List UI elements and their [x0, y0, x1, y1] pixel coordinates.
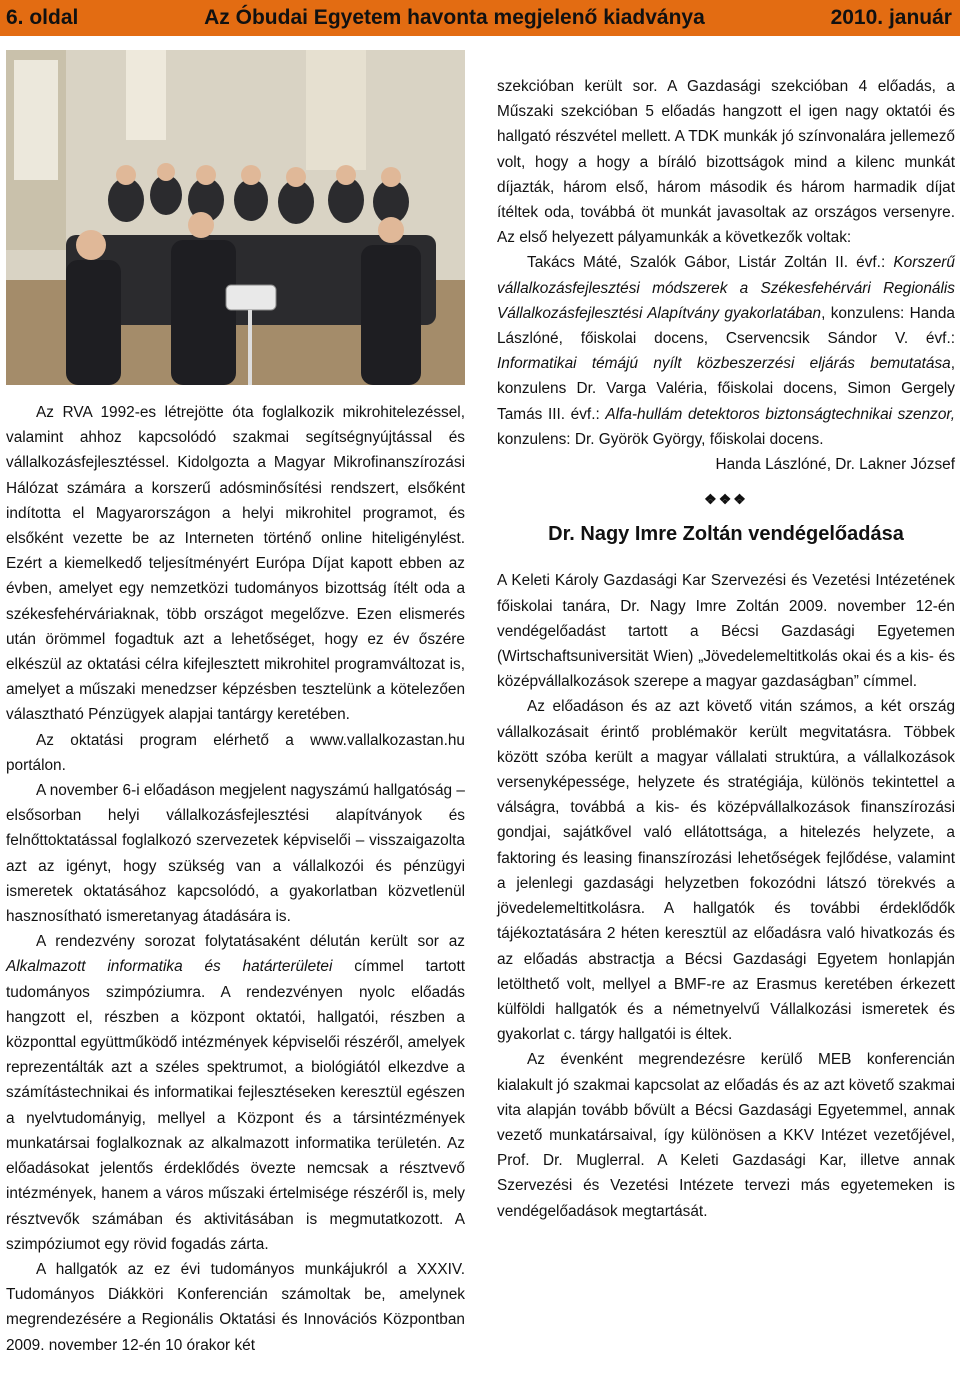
lecture-audience-photo — [6, 50, 465, 385]
paragraph: szekcióban került sor. A Gazdasági szekcióban 4 előadás, a Műszaki szekcióban 5 előadás hangzott el igen nagy oktatói és hallgató részvétel mellett. A TDK munkák jó színvonalára jellemező volt, hogy a hogy a bíráló bizottságok mind a kilenc munkát díjazták, három első, három második és három harmadik díjat ítéltek oda, továbbá öt munkát javasoltak az országos versenyre. Az első helyezett pályamunkák a következők voltak: — [497, 78, 955, 247]
section-separator: ❖❖❖ — [704, 491, 748, 508]
paragraph: A Keleti Károly Gazdasági Kar Szervezési és Vezetési Intézetének főiskolai tanára, Dr. Nagy Imre Zoltán 2009. november 12-én vendégelőadást tartott a Bécsi Gazdasági Egyetemen (Wirtschaftsuniversität Wien) „Jövedelemeltitkolás okai és a kis- és középvállalkozások szerepe a magyar gazdaságban” címmel. — [497, 572, 955, 691]
paragraph: A hallgatók az ez évi tudományos munkájukról a XXXIV. Tudományos Diákköri Konferencián számoltak be, amelynek megrendezésére a Regionális Oktatási és Innovációs Központban 2009. november 12-én 10 órakor két — [6, 1260, 465, 1354]
publication-title: Az Óbudai Egyetem havonta megjelenő kiadványa — [204, 6, 705, 29]
right-column — [497, 74, 955, 1224]
page-number: 6. oldal — [6, 6, 79, 29]
author-signature: Handa Lászlóné, Dr. Lakner József — [715, 456, 955, 474]
issue-date: 2010. január — [830, 6, 952, 29]
paragraph: Az évenként megrendezésre kerülő MEB konferencián kialakult jó szakmai kapcsolat az előadás és az azt követő szakmai vita alapján tovább bővült a Bécsi Gazdasági Egyetemmel, annak vezető munkatársaival, így különösen a KKV Intézet vezetőjével, Prof. Dr. Muglerral. A Keleti Gazdasági Kar, illetve annak Szervezési és Vezetési Intézete tervezi más egyetemeken is vendégelőadások megtartását. — [497, 1051, 955, 1220]
paragraph: Az előadáson és az azt követő vitán számos, a két ország vállalkozásait érintő problémakör került megvitatásra. Többek között szóba került a magyar vállalati struktúra, a vállalkozások versenyképessége, helyzete és stratégiája, különös tekintettel a válságra, továbbá a kis- és középvállalkozások finanszírozási gondjai, sajátkővel való ellátottsága, a hitelezés helyzete, a faktoring és leasing finanszírozási lehetőségek fejlődése, valamint a jelenlegi gazdasági helyzetben fokozódni látszó törekvés a jövedelemeltitkolásra. A hallgatók és további érdeklődők tájékoztatására 2 héten keresztül az előadásra való hivatkozás és az előadás abstractja a Bécsi Gazdasági Egyetem honlapján letölthető volt, mellyel a BMF-re az Erasmus keretében érkezett külföldi hallgatók és a németnyelvű Vállalkozási ismeretek és gyakorlat c. tárgy hallgatói is éltek. — [497, 698, 955, 1044]
symposium-title: Alkalmazott informatika és határterületei — [6, 958, 333, 976]
award-list-paragraph: Takács Máté, Szalók Gábor, Listár Zoltán II. évf.: Korszerű vállalkozásfejlesztési módszerek a Székesfehérvári Regionális Vállalkozásfejlesztési Alapítvány gyakorlatában, konzulens: Handa Lászlóné, főiskolai docens, Cservencsik Sándor V. évf.: Informatikai témájú nyílt közbeszerzési eljárás bemutatása, konzulens Dr. Varga Valéria, főiskolai docens, Simon Gergely Tamás III. évf.: Alfa-hullám detektoros biztonságtechnikai szenzor, konzulens: Dr. Györök György, főiskolai docens. — [497, 254, 955, 448]
paragraph: Az oktatási program elérhető a www.vallalkozastan.hu portálon. — [6, 731, 465, 774]
left-column — [6, 400, 465, 1358]
paragraph: A rendezvény sorozat folytatásaként délután került sor az Alkalmazott informatika és határterületei címmel tartott tudományos szimpóziumra. A rendezvényen nyolc előadás hangzott el, részben a központ oktatói, hallgatói, részben a központtal együttműködő intézmények képviselői részéről, amelyek reprezentálták azt a széles spektrumot, a biológiától elkezdve a számítástechnikai és informatikai fejlesztéseken keresztül egészen a nyelvtudományig, mellyel a Központ és a társintézmények munkatársai foglalkoznak az alkalmazott informatika területén. Az előadásokat jelentős érdeklődés övezte nemcsak a résztvevő intézmények, hanem a város műszaki értelmisége részéről is, mely résztvevők számában és aktivitásában is megmutatkozott. A szimpóziumot egy rövid fogadás zárta. — [6, 933, 466, 1253]
paragraph: A november 6-i előadáson megjelent nagyszámú hallgatóság – elsősorban helyi vállalkozásfejlesztési alapítványok és felnőttoktatással foglalkozó szervezetek képviselői – visszaigazolta azt az igényt, hogy szükség van a vállalkozói és pénzügyi ismeretek oktatásához kapcsolódó, a gyakorlatban közvetlenül hasznosítható ismeretanyag átadására is. — [6, 782, 465, 926]
article-title: Dr. Nagy Imre Zoltán vendégelőadása — [548, 523, 904, 546]
page-header — [0, 0, 960, 36]
paragraph: Az RVA 1992-es létrejötte óta foglalkozik mikrohitelezéssel, valamint ahhoz kapcsolódó szakmai segítségnyújtással és vállalkozásfejlesztéssel. Kidolgozta a Magyar Mikrofinanszírozási Hálózat számára a korszerű adósminősítési rendszert, elsőként indította el Magyarországon a helyi mikrohitel programot, és elsőként vezette be az Interneten történő online hiteligénylést. Ezért a kiemelkedő teljesítményért Európa Díjat kapott ebben az évben, amelyet egy nemzetközi tudományos bizottság ítélt oda a székesfehérváriaknak, több országot megelőzve. Ezen elismerés után örömmel fogadtuk azt a lehetőséget, hogy ez év őszére elkészül az oktatási célra kifejlesztett mikrohitel programváltozat is, amelyet a műszaki menedzser képzésben tesztelünk a kötelezően választható Pénzügyek alapjai tantárgy keretében. — [6, 404, 465, 724]
